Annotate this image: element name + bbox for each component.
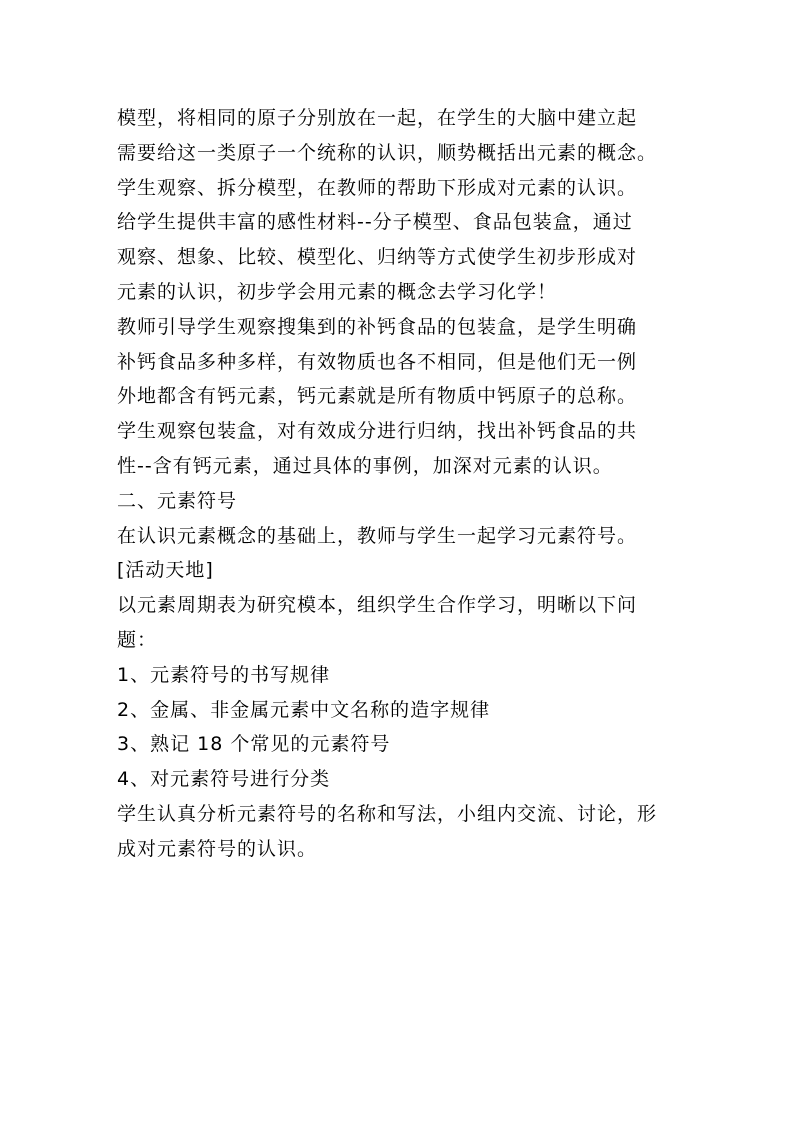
text-line: 成对元素符号的认识。: [117, 837, 318, 860]
text-line: 学生观察、拆分模型，在教师的帮助下形成对元素的认识。: [117, 176, 638, 199]
list-item: 3、熟记 18 个常见的元素符号: [117, 733, 391, 756]
document-body: [117, 101, 717, 867]
text-line: 教师引导学生观察搜集到的补钙食品的包装盒，是学生明确: [117, 315, 638, 338]
text-line: 学生认真分析元素符号的名称和写法，小组内交流、讨论，形: [117, 802, 658, 825]
activity-heading: [活动天地]: [117, 559, 214, 582]
text-line: 性--含有钙元素，通过具体的事例，加深对元素的认识。: [117, 454, 613, 477]
list-item: 2、金属、非金属元素中文名称的造字规律: [117, 698, 491, 721]
text-line: 外地都含有钙元素，钙元素就是所有物质中钙原子的总称。: [117, 385, 638, 408]
text-line: 模型，将相同的原子分别放在一起，在学生的大脑中建立起: [117, 107, 638, 129]
text-line: 需要给这一类原子一个统称的认识，顺势概括出元素的概念。: [117, 141, 658, 164]
text-line: 题：: [117, 628, 158, 651]
text-line: 以元素周期表为研究模本，组织学生合作学习，明晰以下问: [117, 594, 638, 617]
text-line: 给学生提供丰富的感性材料--分子模型、食品包装盒，通过: [117, 211, 633, 234]
text-line: 元素的认识，初步学会用元素的概念去学习化学！: [117, 280, 558, 303]
text-line: 在认识元素概念的基础上，教师与学生一起学习元素符号。: [117, 524, 638, 547]
text-line: 补钙食品多种多样，有效物质也各不相同，但是他们无一例: [117, 350, 638, 373]
section-heading: 二、元素符号: [117, 489, 238, 512]
text-line: 观察、想象、比较、模型化、归纳等方式使学生初步形成对: [117, 246, 638, 269]
text-line: 学生观察包装盒，对有效成分进行归纳，找出补钙食品的共: [117, 420, 638, 443]
list-item: 4、对元素符号进行分类: [117, 768, 331, 791]
list-item: 1、元素符号的书写规律: [117, 663, 331, 686]
